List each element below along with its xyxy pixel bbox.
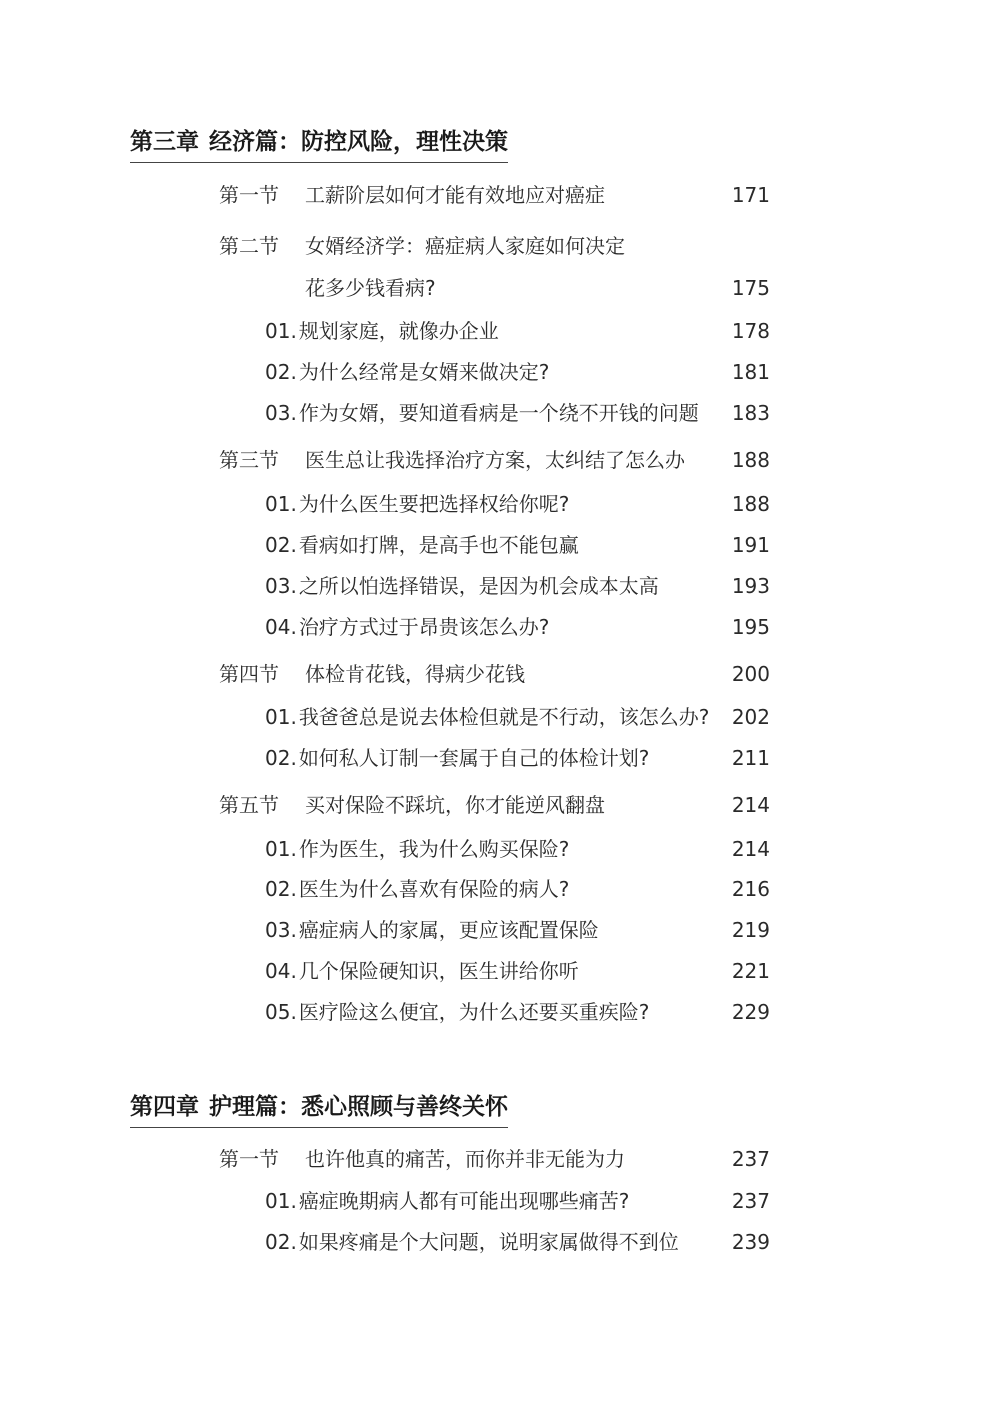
subsection-title: 作为医生，我为什么购买保险? <box>298 837 570 861</box>
page-number: 171 <box>731 183 770 207</box>
subsection-number: 02. <box>265 533 297 557</box>
subsection-title: 几个保险硬知识，医生讲给你听 <box>298 959 579 983</box>
toc-section[interactable] <box>219 445 685 475</box>
toc-subsection[interactable] <box>265 571 659 601</box>
page-number: 229 <box>731 1000 770 1024</box>
subsection-number: 02. <box>265 360 297 384</box>
subsection-title: 为什么经常是女婿来做决定? <box>298 360 550 384</box>
toc-subsection[interactable] <box>265 489 569 519</box>
section-title: 女婿经济学：癌症病人家庭如何决定 <box>305 234 625 258</box>
subsection-number: 01. <box>265 319 297 343</box>
toc-subsection[interactable] <box>265 997 649 1027</box>
toc-section[interactable] <box>219 180 605 210</box>
toc-subsection[interactable] <box>265 915 599 945</box>
section-title: 工薪阶层如何才能有效地应对癌症 <box>305 183 605 207</box>
toc-subsection[interactable] <box>265 834 569 864</box>
chapter-heading <box>130 1093 508 1128</box>
toc-subsection[interactable] <box>265 743 649 773</box>
section-label: 第二节 <box>219 234 279 258</box>
page-number: 183 <box>731 401 770 425</box>
subsection-title: 规划家庭，就像办企业 <box>298 319 499 343</box>
section-label: 第一节 <box>219 1147 279 1171</box>
page-number: 216 <box>731 877 770 901</box>
chapter-heading <box>130 128 508 163</box>
toc-subsection[interactable] <box>265 530 579 560</box>
toc-section[interactable] <box>219 1144 625 1174</box>
chapter-title: 护理篇：悉心照顾与善终关怀 <box>209 1093 508 1120</box>
subsection-title: 癌症病人的家属，更应该配置保险 <box>298 918 599 942</box>
page-number: 178 <box>731 319 770 343</box>
page-number: 188 <box>731 448 770 472</box>
chapter-number: 第三章 <box>130 128 199 155</box>
section-title: 体检肯花钱，得病少花钱 <box>305 662 525 686</box>
subsection-title: 为什么医生要把选择权给你呢? <box>298 492 570 516</box>
toc-subsection[interactable] <box>265 874 569 904</box>
subsection-number: 02. <box>265 1230 297 1254</box>
section-label: 第五节 <box>219 793 279 817</box>
page-number: 219 <box>731 918 770 942</box>
toc-section[interactable] <box>219 790 605 820</box>
subsection-title: 医生为什么喜欢有保险的病人? <box>298 877 570 901</box>
subsection-title: 如何私人订制一套属于自己的体检计划? <box>298 746 650 770</box>
toc-subsection[interactable] <box>265 357 549 387</box>
subsection-number: 01. <box>265 705 297 729</box>
page-number: 237 <box>731 1189 770 1213</box>
subsection-title: 癌症晚期病人都有可能出现哪些痛苦? <box>298 1189 630 1213</box>
section-title: 医生总让我选择治疗方案，太纠结了怎么办 <box>305 448 685 472</box>
section-title-continuation: 花多少钱看病? <box>305 276 436 300</box>
page-number: 193 <box>731 574 770 598</box>
subsection-title: 看病如打牌，是高手也不能包赢 <box>298 533 579 557</box>
toc-subsection[interactable] <box>265 398 699 428</box>
page-number: 200 <box>731 662 770 686</box>
page-number: 237 <box>731 1147 770 1171</box>
page-number: 188 <box>731 492 770 516</box>
toc-subsection[interactable] <box>265 956 579 986</box>
subsection-number: 04. <box>265 615 297 639</box>
subsection-title: 之所以怕选择错误，是因为机会成本太高 <box>298 574 659 598</box>
toc-subsection[interactable] <box>265 316 499 346</box>
subsection-number: 05. <box>265 1000 297 1024</box>
subsection-number: 01. <box>265 1189 297 1213</box>
chapter-number: 第四章 <box>130 1093 199 1120</box>
subsection-number: 03. <box>265 574 297 598</box>
toc-subsection[interactable] <box>265 1186 629 1216</box>
subsection-number: 03. <box>265 918 297 942</box>
subsection-number: 01. <box>265 837 297 861</box>
page-number: 175 <box>731 276 770 300</box>
page-number: 181 <box>731 360 770 384</box>
page-number: 239 <box>731 1230 770 1254</box>
subsection-number: 03. <box>265 401 297 425</box>
page-number: 211 <box>731 746 770 770</box>
section-title: 买对保险不踩坑，你才能逆风翻盘 <box>305 793 605 817</box>
section-label: 第一节 <box>219 183 279 207</box>
toc-section[interactable] <box>219 659 525 689</box>
toc-subsection[interactable] <box>265 1227 679 1257</box>
toc-subsection[interactable] <box>265 702 709 732</box>
subsection-number: 01. <box>265 492 297 516</box>
page-number: 202 <box>731 705 770 729</box>
section-label: 第三节 <box>219 448 279 472</box>
page-number: 191 <box>731 533 770 557</box>
page-number: 195 <box>731 615 770 639</box>
toc-section[interactable] <box>219 231 625 261</box>
section-label: 第四节 <box>219 662 279 686</box>
subsection-title: 治疗方式过于昂贵该怎么办? <box>298 615 550 639</box>
page-number: 214 <box>731 837 770 861</box>
toc-subsection[interactable] <box>265 612 549 642</box>
subsection-title: 医疗险这么便宜，为什么还要买重疾险? <box>298 1000 650 1024</box>
page-number: 221 <box>731 959 770 983</box>
section-title: 也许他真的痛苦，而你并非无能为力 <box>305 1147 625 1171</box>
subsection-number: 02. <box>265 877 297 901</box>
subsection-number: 04. <box>265 959 297 983</box>
subsection-title: 我爸爸总是说去体检但就是不行动，该怎么办? <box>298 705 710 729</box>
subsection-title: 作为女婿，要知道看病是一个绕不开钱的问题 <box>298 401 699 425</box>
subsection-number: 02. <box>265 746 297 770</box>
subsection-title: 如果疼痛是个大问题，说明家属做得不到位 <box>298 1230 679 1254</box>
page-number: 214 <box>731 793 770 817</box>
chapter-title: 经济篇：防控风险，理性决策 <box>209 128 508 155</box>
